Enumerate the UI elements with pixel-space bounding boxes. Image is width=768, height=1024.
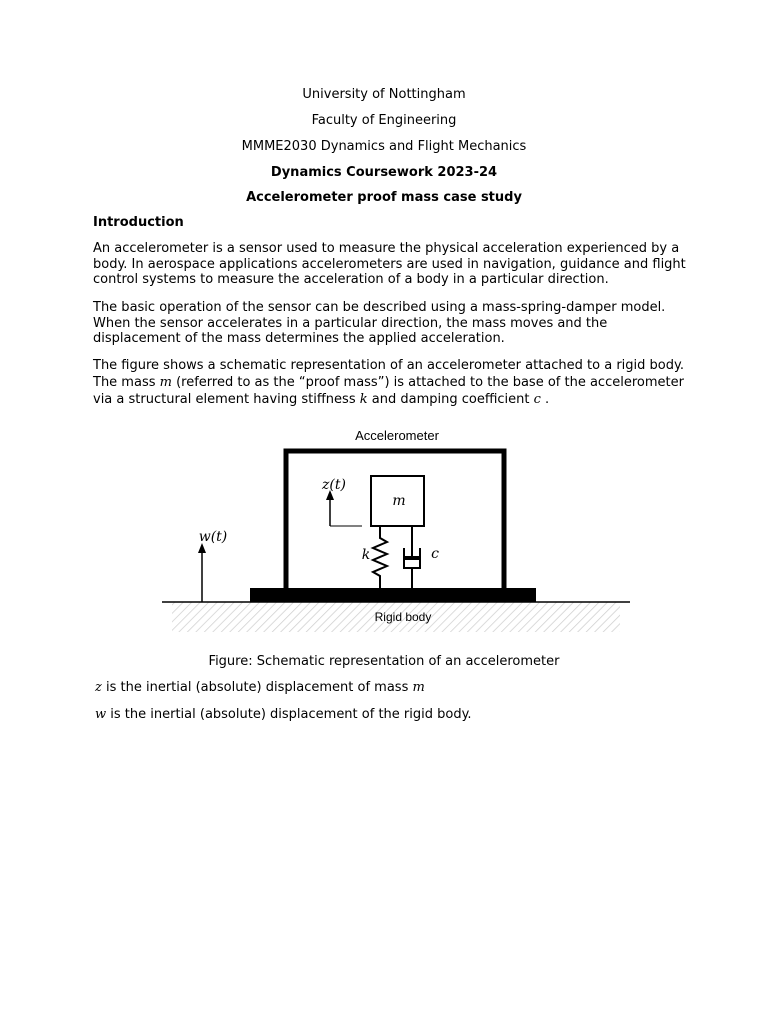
case-study-title: Accelerometer proof mass case study [246, 190, 522, 205]
damper-piston [405, 556, 419, 560]
intro-paragraph-2: The basic operation of the sensor can be described using a mass-spring-damper model. When the sensor accelerates in a particular direction, the mass moves and the displacement of the mass determines the applied acceleration. [93, 300, 666, 346]
z-displacement-label: z(t) [322, 477, 346, 493]
def-symbol-z: z [95, 680, 102, 695]
module-name: MMME2030 Dynamics and Flight Mechanics [241, 139, 527, 154]
def-symbol-m: m [412, 680, 425, 695]
intro-heading: Introduction [93, 215, 184, 230]
accelerometer-label: Accelerometer [355, 428, 439, 443]
faculty-name: Faculty of Engineering [311, 113, 457, 128]
p3-text-c: and damping coefficient [367, 392, 534, 407]
def-z-text: is the inertial (absolute) displacement of mass [101, 680, 413, 695]
university-name: University of Nottingham [302, 87, 466, 102]
definition-w [95, 707, 695, 723]
intro-paragraph-3 [93, 357, 693, 408]
def-w-text: is the inertial (absolute) displacement of the rigid body. [106, 707, 472, 722]
w-displacement-label: w(t) [198, 529, 228, 545]
p3-text-b: (referred to as the “proof mass”) is attached to the base of the accelerometer via a structural element having stiffness [93, 375, 684, 407]
definition-z [95, 680, 695, 696]
coursework-title: Dynamics Coursework 2023-24 [270, 165, 498, 180]
p3-symbol-c: c [533, 392, 541, 407]
base-plate [250, 588, 536, 602]
def-symbol-w: w [95, 707, 107, 722]
p3-symbol-m: m [159, 375, 172, 390]
p3-text-a: The figure shows a schematic representation of an accelerometer attached to a rigid body. The mass [93, 358, 684, 390]
figure-caption: Figure: Schematic representation of an accelerometer [208, 654, 560, 669]
intro-paragraph-1: An accelerometer is a sensor used to measure the physical acceleration experienced by a body. In aerospace applications accelerometers are used in navigation, guidance and flight control systems to measure the acceleration of a body in a particular direction. [93, 241, 686, 287]
p3-text-end: . [540, 392, 550, 407]
spring-symbol [373, 526, 387, 588]
accelerometer-schematic [0, 420, 768, 640]
rigid-body-label: Rigid body [374, 610, 432, 624]
stiffness-label: k [361, 547, 371, 563]
damping-label: c [431, 546, 439, 562]
mass-label: m [392, 493, 406, 509]
p3-symbol-k: k [359, 392, 368, 407]
